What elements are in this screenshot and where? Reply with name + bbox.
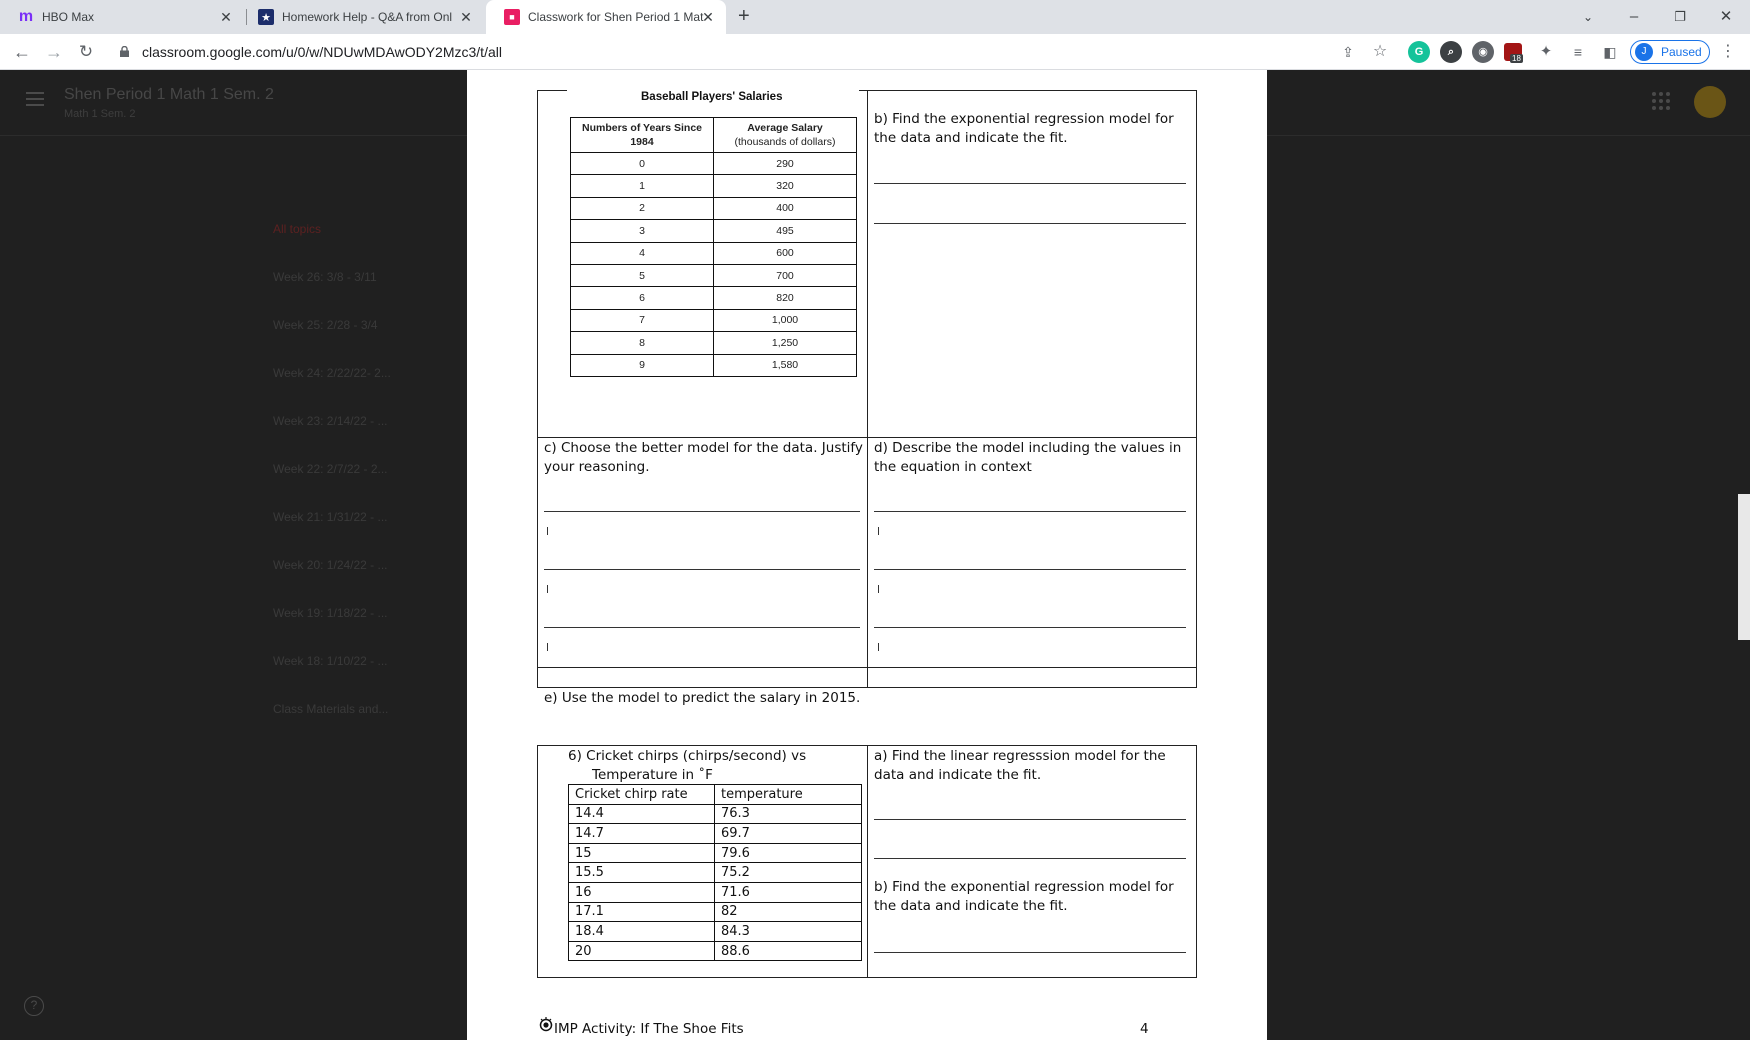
- new-tab-button[interactable]: +: [738, 5, 750, 27]
- table-row: 5 700: [571, 264, 857, 286]
- puzzle-extensions-icon[interactable]: ✦: [1539, 43, 1553, 60]
- address-bar[interactable]: [110, 40, 1310, 64]
- share-icon[interactable]: ⇪: [1342, 44, 1354, 60]
- question-6a: a) Find the linear regresssion model for the data and indicate the fit.: [874, 748, 1166, 783]
- back-icon[interactable]: ←: [13, 42, 31, 62]
- hamburger-menu-icon[interactable]: [26, 92, 44, 106]
- avatar[interactable]: [1694, 86, 1726, 118]
- browser-toolbar: [0, 34, 1750, 70]
- page-number: 4: [1140, 1021, 1149, 1037]
- menu-dots-icon[interactable]: ⋮: [1720, 43, 1736, 60]
- table-row: 15 79.6: [569, 843, 862, 863]
- bookmark-star-icon[interactable]: ☆: [1372, 43, 1388, 60]
- reading-list-icon[interactable]: ≡: [1573, 44, 1583, 60]
- reload-icon[interactable]: ↻: [78, 42, 94, 61]
- lock-icon: [120, 46, 129, 57]
- help-icon[interactable]: ?: [24, 996, 44, 1016]
- table-row: 6 820: [571, 287, 857, 309]
- question-d: d) Describe the model including the values in the equation in context: [874, 440, 1182, 475]
- extension-icon[interactable]: ◉: [1472, 41, 1494, 63]
- table-row: 17.1 82: [569, 902, 862, 922]
- url-text: classroom.google.com/u/0/w/NDUwMDAwODY2Mzc3/t/all: [142, 44, 502, 60]
- table-row: 2 400: [571, 197, 857, 219]
- side-panel-icon[interactable]: ◧: [1603, 44, 1617, 60]
- question-6b: b) Find the exponential regression model for the data and indicate the fit.: [874, 879, 1174, 914]
- hbo-max-icon: m: [18, 8, 34, 25]
- table-header: Numbers of Years Since 1984: [571, 118, 714, 153]
- question-c: c) Choose the better model for the data. Justify your reasoning.: [544, 440, 863, 475]
- table-header-row: Cricket chirp rate temperature: [569, 785, 862, 805]
- class-title[interactable]: Shen Period 1 Math 1 Sem. 2: [64, 86, 274, 103]
- table-row: 16 71.6: [569, 882, 862, 902]
- tab-search-icon[interactable]: ⌄: [1582, 10, 1594, 24]
- document-page: [467, 70, 1267, 1040]
- topic-item[interactable]: Week 19: 1/18/22 - ...: [273, 606, 388, 620]
- topic-item[interactable]: Week 23: 2/14/22 - ...: [273, 414, 388, 428]
- tab-title: Homework Help - Q&A from Onl: [282, 10, 453, 24]
- table-row: 4 600: [571, 242, 857, 264]
- topic-item[interactable]: Week 22: 2/7/22 - 2...: [273, 462, 388, 476]
- tab-title: HBO Max: [42, 10, 95, 24]
- restore-button[interactable]: ❐: [1674, 9, 1686, 24]
- tab-title: Classwork for Shen Period 1 Mat: [528, 10, 704, 24]
- topic-item[interactable]: Week 24: 2/22/22- 2...: [273, 366, 391, 380]
- table-row: 7 1,000: [571, 309, 857, 331]
- scrollbar[interactable]: [1738, 494, 1750, 640]
- question-b: b) Find the exponential regression model for the data and indicate the fit.: [874, 111, 1174, 146]
- tab-classwork[interactable]: [486, 0, 726, 34]
- extension-badge: 18: [1512, 54, 1521, 63]
- cricket-table: [568, 784, 862, 961]
- minimize-button[interactable]: –: [1629, 8, 1639, 25]
- problem-6-title: 6) Cricket chirps (chirps/second) vs: [568, 748, 807, 764]
- question-e: e) Use the model to predict the salary in 2015.: [544, 690, 861, 706]
- table-row: 3 495: [571, 220, 857, 242]
- table-row: 18.4 84.3: [569, 922, 862, 942]
- google-apps-icon[interactable]: [1652, 92, 1670, 110]
- close-window-button[interactable]: ✕: [1719, 8, 1733, 25]
- grammarly-icon[interactable]: G: [1408, 41, 1430, 63]
- search-extension-icon[interactable]: ⌕: [1440, 41, 1462, 63]
- table-row: 8 1,250: [571, 332, 857, 354]
- profile-button[interactable]: [1630, 40, 1710, 64]
- table-row: 1 320: [571, 175, 857, 197]
- table-row: 0 290: [571, 153, 857, 175]
- salary-table-title: Baseball Players' Salaries: [641, 91, 783, 103]
- topic-item[interactable]: Class Materials and...: [273, 702, 389, 716]
- imp-logo-icon: [538, 1016, 554, 1032]
- close-tab-icon[interactable]: ✕: [460, 9, 472, 25]
- problem-6-subtitle: Temperature in ˚F: [592, 767, 713, 783]
- table-row: 14.7 69.7: [569, 824, 862, 844]
- topic-item[interactable]: Week 26: 3/8 - 3/11: [273, 270, 377, 284]
- topic-item[interactable]: Week 18: 1/10/22 - ...: [273, 654, 388, 668]
- table-header: Average Salary (thousands of dollars): [714, 118, 857, 153]
- footer-title: IMP Activity: If The Shoe Fits: [554, 1021, 744, 1037]
- tab-hbo-max[interactable]: [0, 0, 244, 34]
- topic-item[interactable]: Week 25: 2/28 - 3/4: [273, 318, 378, 332]
- table-row: 15.5 75.2: [569, 863, 862, 883]
- topic-item[interactable]: Week 21: 1/31/22 - ...: [273, 510, 388, 524]
- close-tab-icon[interactable]: ✕: [220, 9, 232, 25]
- profile-status: Paused: [1661, 45, 1702, 59]
- salary-table: [570, 117, 857, 377]
- forward-icon[interactable]: →: [45, 42, 63, 62]
- star-badge-icon: ★: [258, 9, 274, 25]
- class-subtitle: Math 1 Sem. 2: [64, 108, 136, 120]
- tab-homework-help[interactable]: [240, 0, 484, 34]
- table-row: 20 88.6: [569, 941, 862, 961]
- topic-item[interactable]: Week 20: 1/24/22 - ...: [273, 558, 388, 572]
- classroom-icon: ■: [504, 9, 520, 25]
- close-tab-icon[interactable]: ✕: [702, 9, 714, 25]
- table-row: 9 1,580: [571, 354, 857, 376]
- tab-strip: [0, 0, 1750, 34]
- profile-avatar: J: [1635, 43, 1653, 61]
- topic-all[interactable]: All topics: [273, 222, 322, 236]
- table-row: 14.4 76.3: [569, 804, 862, 824]
